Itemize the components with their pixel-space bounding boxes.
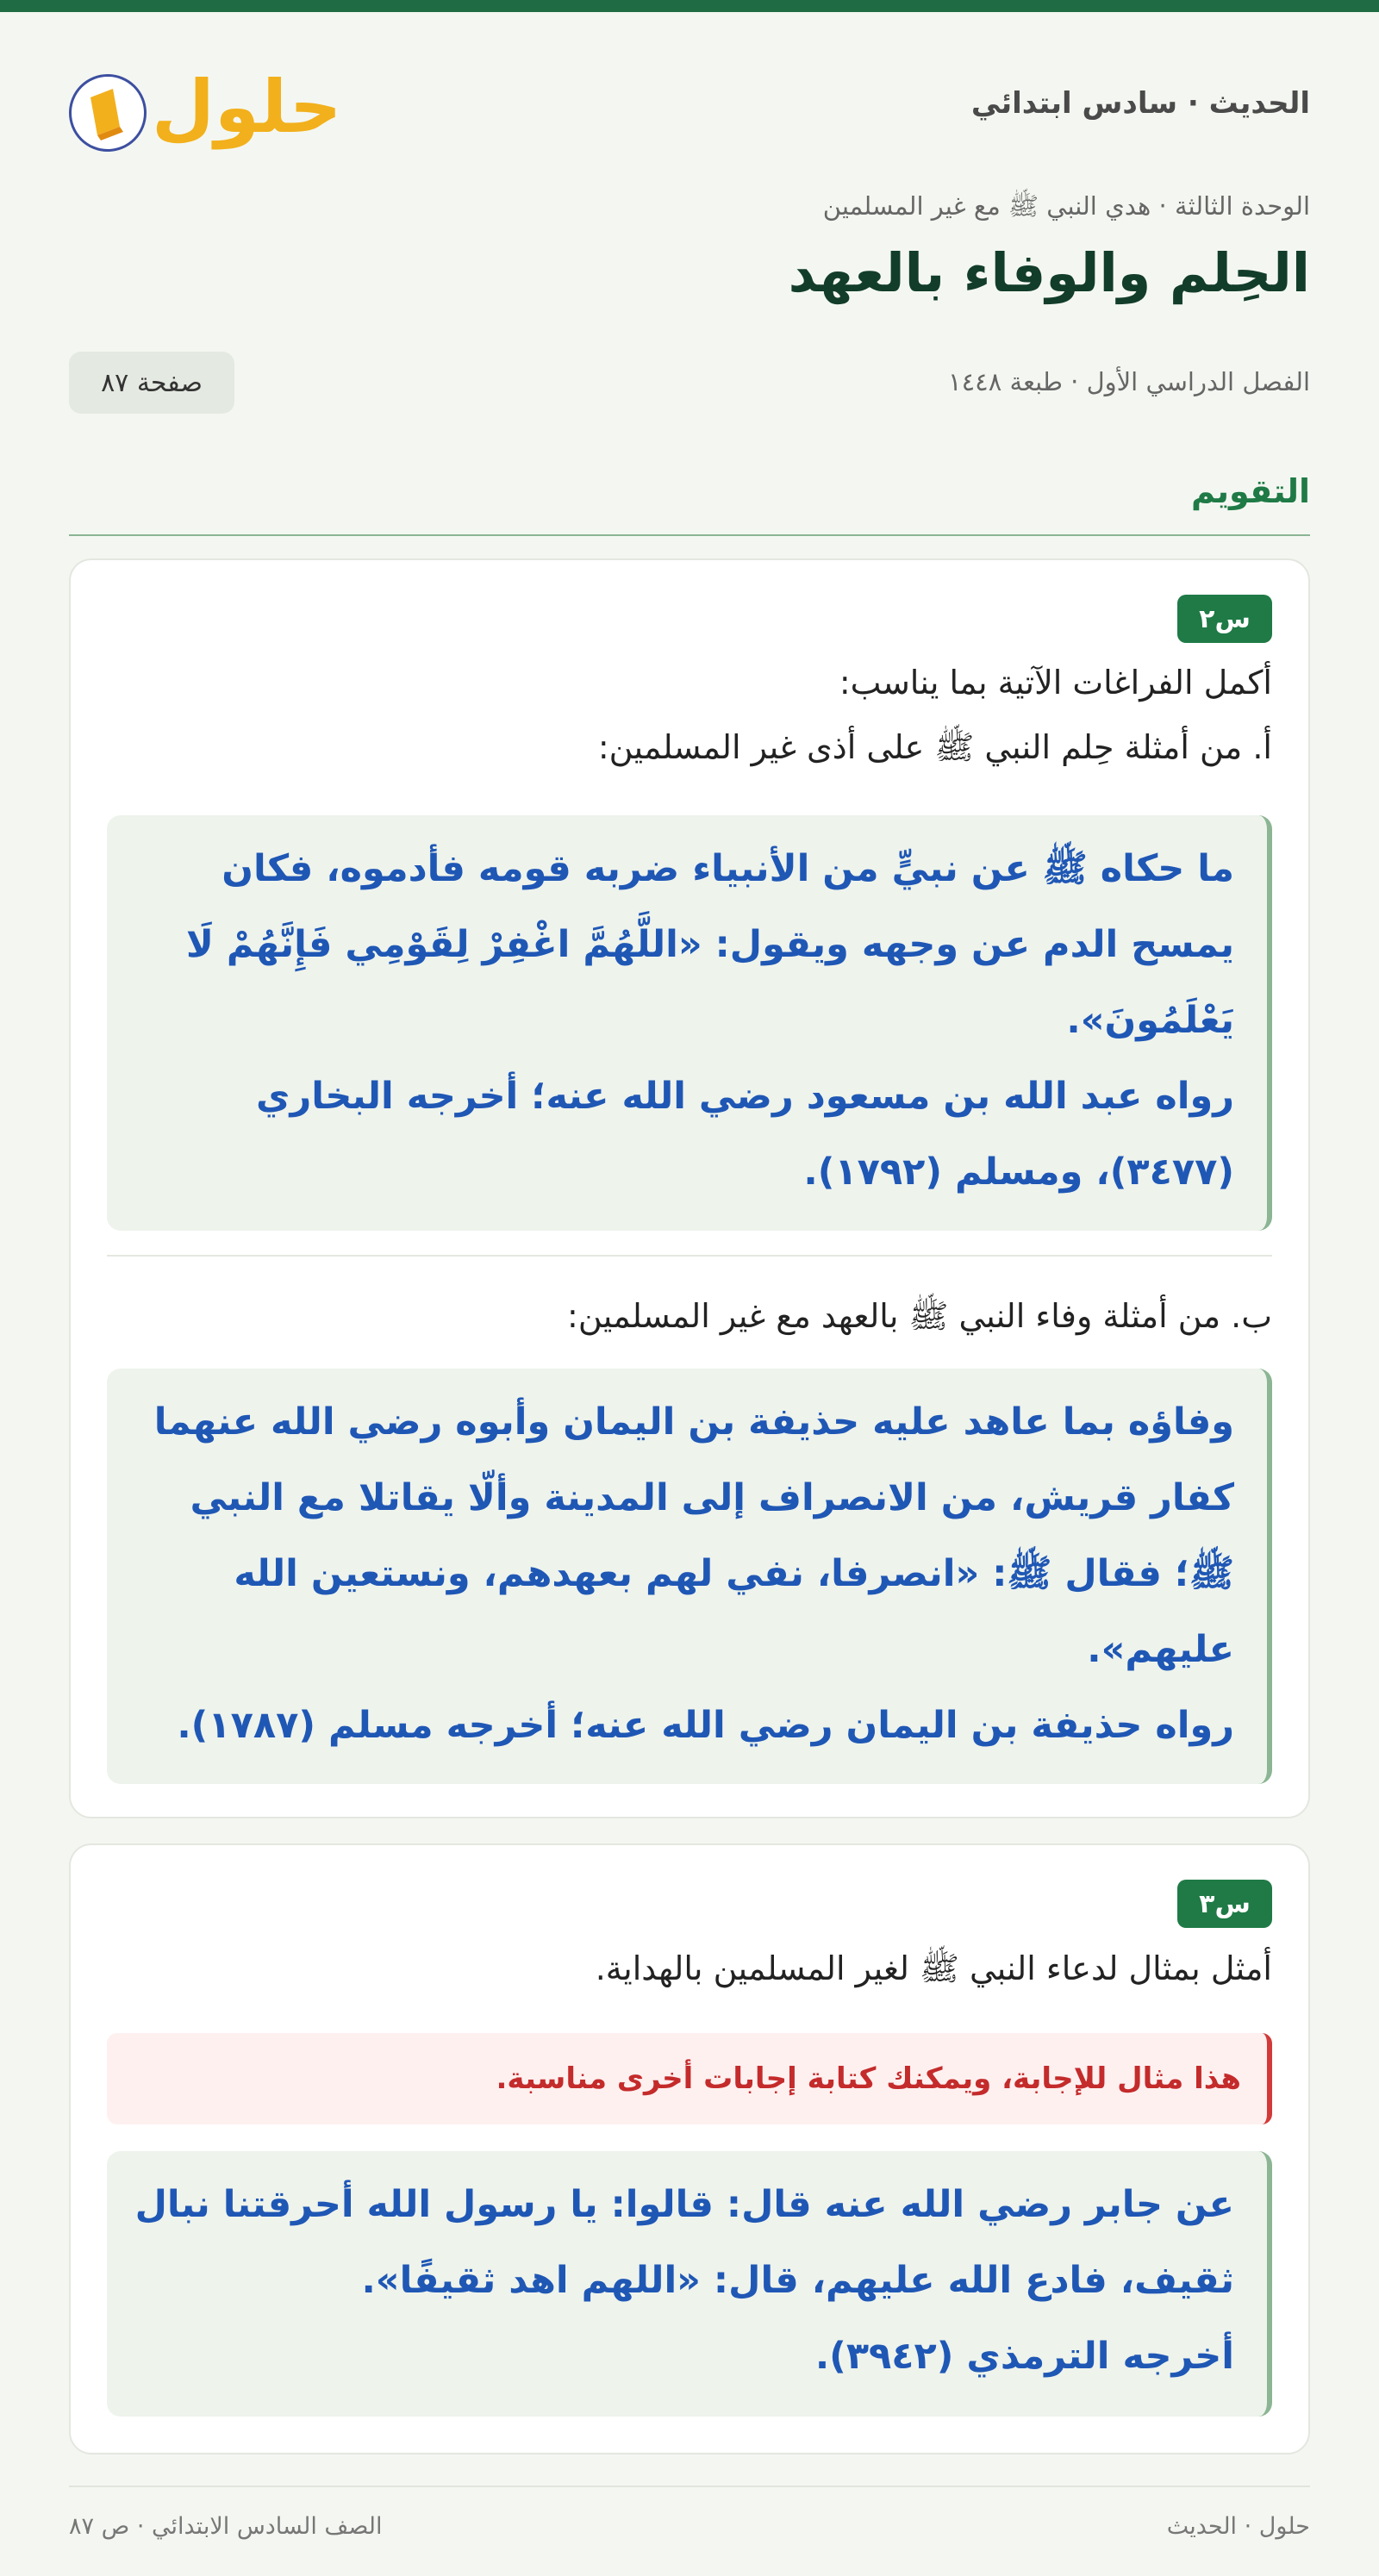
part-b-prompt: ب. من أمثلة وفاء النبي ﷺ بالعهد مع غير المسلمين: xyxy=(567,1297,1272,1335)
site-logo[interactable] xyxy=(69,60,342,155)
answer-box xyxy=(107,2151,1272,2417)
question-card-q2 xyxy=(69,558,1310,1818)
page-number-badge: صفحة ٨٧ xyxy=(69,352,234,414)
term-label: الفصل الدراسي الأول · طبعة ١٤٤٨ xyxy=(948,367,1310,396)
part-a-prompt: أ. من أمثلة حِلم النبي ﷺ على أذى غير المسلمين: xyxy=(597,728,1272,766)
answer-text: عن جابر رضي الله عنه قال: قالوا: يا رسول الله أحرقتنا نبال ثقيف، فادع الله عليهم، قال: «اللهم اهد ثقيفًا». xyxy=(134,2183,1234,2302)
subject-label: الحديث · سادس ابتدائي xyxy=(970,86,1310,121)
answer-text: ما حكاه ﷺ عن نبيٍّ من الأنبياء ضربه قومه فأدموه، فكان يمسح الدم عن وجهه ويقول: «اللَّهُمَّ اغْفِرْ لِقَوْمِي فَإِنَّهُمْ لَا يَعْلَمُونَ». xyxy=(185,847,1234,1042)
answer-source: رواه حذيفة بن اليمان رضي الله عنه؛ أخرجه مسلم (١٧٨٧). xyxy=(177,1704,1234,1747)
question-badge: س٣ xyxy=(1177,1880,1272,1928)
page-header xyxy=(69,60,1310,155)
answer-note: هذا مثال للإجابة، ويمكنك كتابة إجابات أخرى مناسبة. xyxy=(107,2033,1272,2124)
question-badge: س٢ xyxy=(1177,595,1272,643)
answer-source: أخرجه الترمذي (٣٩٤٢). xyxy=(814,2335,1234,2378)
question-prompt: أمثل بمثال لدعاء النبي ﷺ لغير المسلمين بالهداية. xyxy=(595,1949,1272,1987)
page-title: الحِلم والوفاء بالعهد xyxy=(788,241,1310,304)
top-accent-bar xyxy=(0,0,1379,12)
answer-box-a xyxy=(107,815,1272,1231)
footer-site: حلول · الحديث xyxy=(1166,2513,1310,2540)
answer-source: رواه عبد الله بن مسعود رضي الله عنه؛ أخرجه البخاري (٣٤٧٧)، ومسلم (١٧٩٢). xyxy=(256,1075,1234,1194)
answer-box-b xyxy=(107,1369,1272,1784)
page-footer xyxy=(69,2486,1310,2539)
divider xyxy=(107,1255,1272,1257)
logo-text: حلول xyxy=(152,65,342,149)
section-title: التقويم xyxy=(1190,472,1310,510)
question-prompt: أكمل الفراغات الآتية بما يناسب: xyxy=(839,664,1272,702)
unit-label: الوحدة الثالثة · هدي النبي ﷺ مع غير المسلمين xyxy=(822,191,1310,221)
answer-text: وفاؤه بما عاهد عليه حذيفة بن اليمان وأبوه رضي الله عنهما كفار قريش، من الانصراف إلى المدينة وألّا يقاتلا مع النبي ﷺ؛ فقال ﷺ: «انصرفا، نفي لهم بعهدهم، ونستعين الله عليهم». xyxy=(153,1400,1234,1671)
question-card-q3 xyxy=(69,1843,1310,2454)
book-icon xyxy=(69,74,147,152)
section-header xyxy=(69,465,1310,536)
footer-page-info: الصف السادس الابتدائي · ص ٨٧ xyxy=(69,2513,383,2540)
